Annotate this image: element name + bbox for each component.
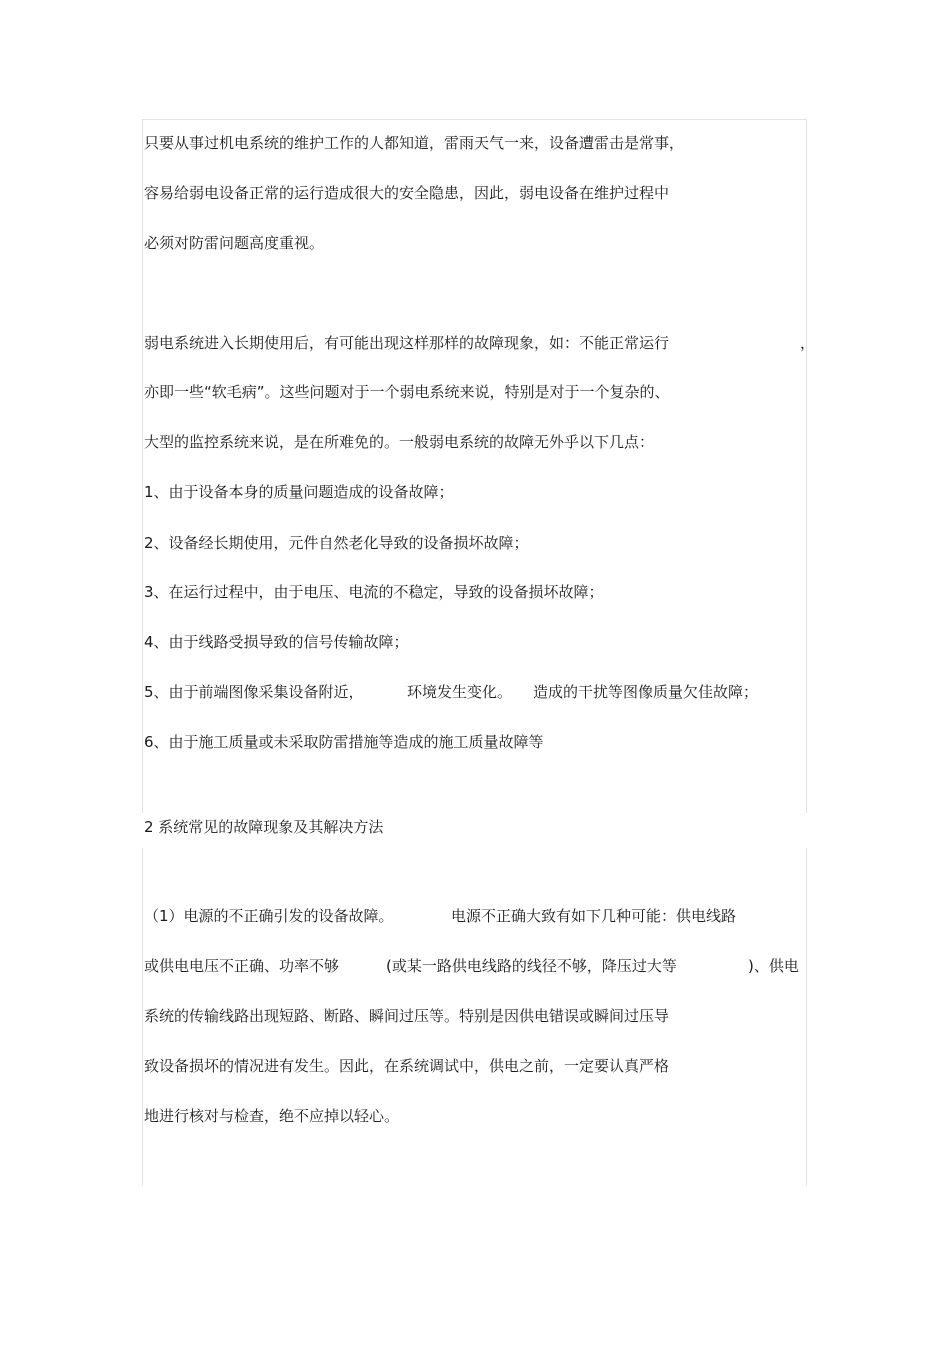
section1-line-2-a: 或供电电压不正确、功率不够 <box>144 957 340 975</box>
section1-line-5: 地进行核对与检查，绝不应掉以轻心。 <box>144 1107 400 1125</box>
fault-item-2: 2、设备经长期使用，元件自然老化导致的设备损坏故障； <box>144 534 529 552</box>
para2-line-2: 亦即一些“软毛病”。这些问题对于一个弱电系统来说，特别是对于一个复杂的、 <box>144 383 670 401</box>
fault-item-3: 3、在运行过程中，由于电压、电流的不稳定，导致的设备损坏故障； <box>144 583 604 601</box>
intro-line-1: 只要从事过机电系统的维护工作的人都知道，雷雨天气一来，设备遭雷击是常事， <box>144 134 685 152</box>
frame-top-rule <box>142 119 806 120</box>
section1-line-2-c: )、供电 <box>748 957 799 975</box>
para2-line-1-tail: ， <box>800 334 816 352</box>
section1-line-3: 系统的传输线路出现短路、断路、瞬间过压等。特别是因供电错误或瞬间过压导 <box>144 1007 670 1025</box>
section1-line-1-b: 电源不正确大致有如下几种可能：供电线路 <box>451 907 737 925</box>
fault-item-4: 4、由于线路受损导致的信号传输故障； <box>144 633 409 651</box>
intro-line-3: 必须对防雷问题高度重视。 <box>144 234 325 252</box>
fault-item-5-part-1: 5、由于前端图像采集设备附近， <box>144 683 364 701</box>
fault-item-1: 1、由于设备本身的质量问题造成的设备故障； <box>144 483 454 501</box>
para2-line-3: 大型的监控系统来说，是在所难免的。一般弱电系统的故障无外乎以下几点： <box>144 433 655 451</box>
fault-item-5-part-2: 环境发生变化。 <box>407 683 513 701</box>
fault-item-5-part-3: 造成的干扰等图像质量欠佳故障； <box>533 683 759 701</box>
para2-line-1: 弱电系统进入长期使用后，有可能出现这样那样的故障现象，如：不能正常运行 <box>144 334 670 352</box>
section-heading: 2 系统常见的故障现象及其解决方法 <box>144 818 384 836</box>
section1-line-2-b: (或某一路供电线路的线径不够，降压过大等 <box>386 957 677 975</box>
section1-line-1-a: （1）电源的不正确引发的设备故障。 <box>144 907 394 925</box>
intro-line-2: 容易给弱电设备正常的运行造成很大的安全隐患，因此，弱电设备在维护过程中 <box>144 184 670 202</box>
fault-item-6: 6、由于施工质量或未采取防雷措施等造成的施工质量故障等 <box>144 733 544 751</box>
frame-left-rule <box>142 119 143 813</box>
frame-right-rule <box>806 119 807 813</box>
frame-right-rule-lower <box>806 848 807 1186</box>
section1-line-4: 致设备损坏的情况进有发生。因此，在系统调试中，供电之前，一定要认真严格 <box>144 1057 670 1075</box>
frame-left-rule-lower <box>142 848 143 1186</box>
